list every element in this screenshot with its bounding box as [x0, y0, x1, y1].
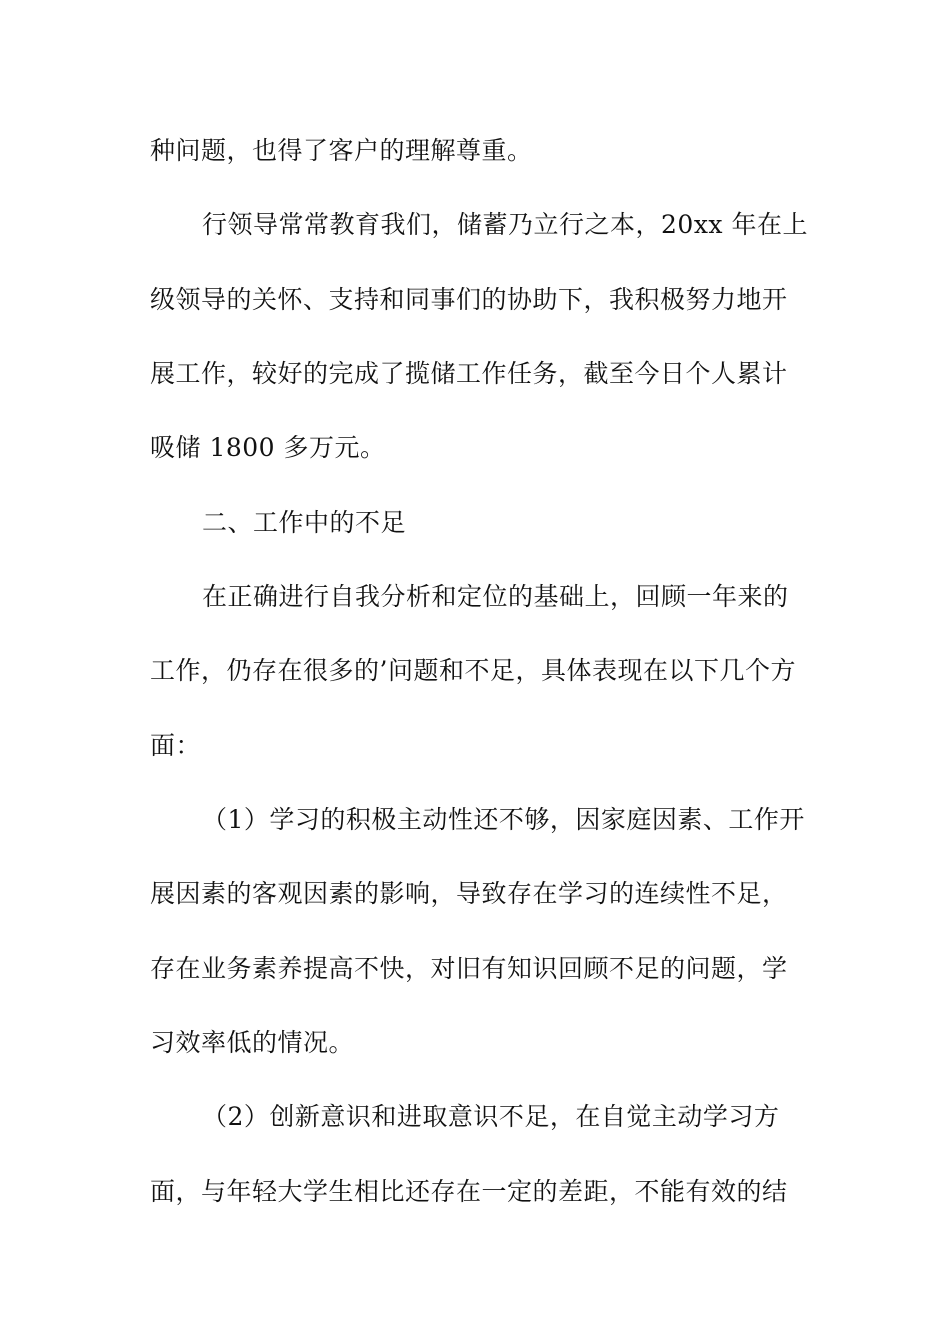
text-line: 存在业务素养提高不快，对旧有知识回顾不足的问题，学	[150, 954, 788, 983]
paragraph-first-line: 行领导常常教育我们，储蓄乃立行之本，20xx 年在上	[202, 210, 808, 239]
paragraph-first-line: 在正确进行自我分析和定位的基础上，回顾一年来的	[202, 582, 789, 611]
section-heading: 二、工作中的不足	[202, 508, 407, 537]
text-line: 习效率低的情况。	[150, 1028, 355, 1057]
text-line: 面：	[150, 731, 202, 760]
text-line: 展工作，较好的完成了揽储工作任务，截至今日个人累计	[150, 359, 788, 388]
text-line: 面，与年轻大学生相比还存在一定的差距，不能有效的结	[150, 1177, 788, 1206]
text-line: 级领导的关怀、支持和同事们的协助下，我积极努力地开	[150, 285, 788, 314]
text-line: 种问题，也得了客户的理解尊重。	[150, 136, 533, 165]
text-line: 工作，仍存在很多的’问题和不足，具体表现在以下几个方	[150, 656, 796, 685]
paragraph-first-line: （1）学习的积极主动性还不够，因家庭因素、工作开	[202, 805, 805, 834]
text-line: 吸储 1800 多万元。	[150, 433, 386, 462]
text-line: 展因素的客观因素的影响，导致存在学习的连续性不足，	[150, 879, 788, 908]
paragraph-first-line: （2）创新意识和进取意识不足，在自觉主动学习方	[202, 1102, 780, 1131]
